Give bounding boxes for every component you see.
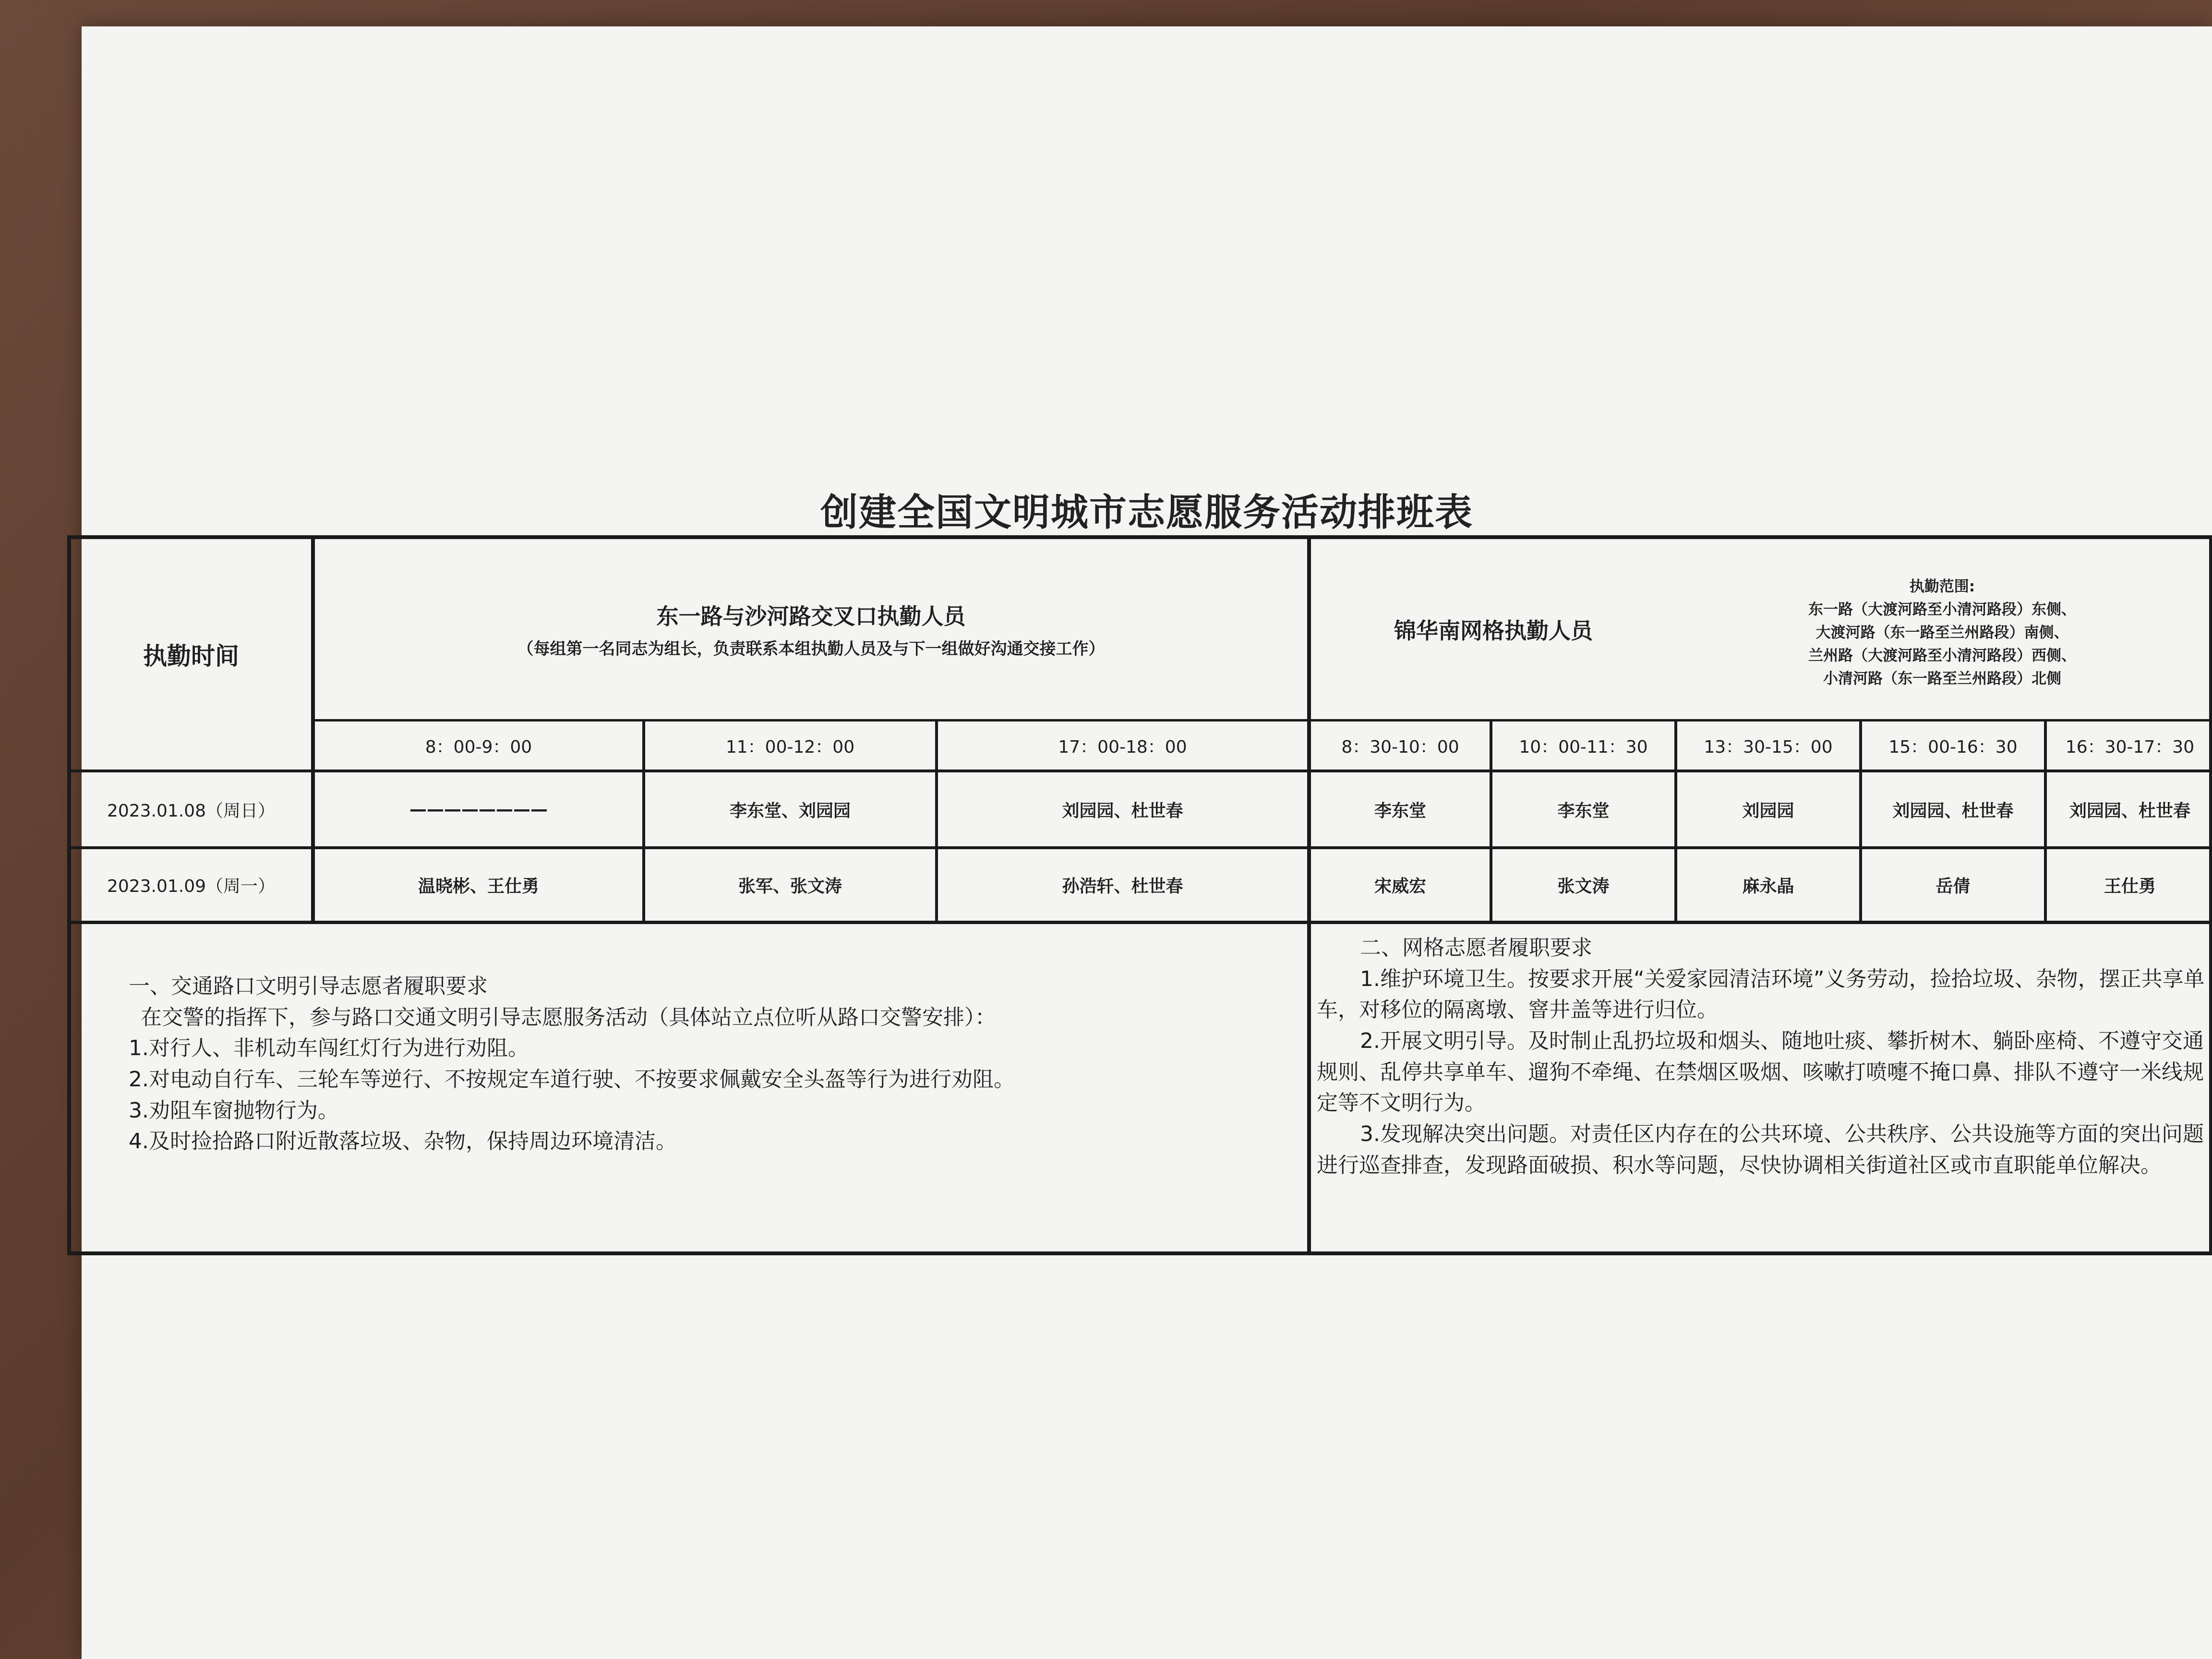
scope-line: 大渡河路（东一路至兰州路段）南侧、 xyxy=(1815,624,2069,641)
duty-cell: 麻永晶 xyxy=(1742,877,1794,896)
duty-cell: 张文涛 xyxy=(1557,877,1610,896)
left-req-item: 4.及时捡拾路口附近散落垃圾、杂物，保持周边环境清洁。 xyxy=(129,1129,677,1154)
duty-cell: 刘园园、杜世春 xyxy=(1062,801,1183,821)
page-title: 创建全国文明城市志愿服务活动排班表 xyxy=(820,491,1473,534)
duty-cell: 孙浩轩、杜世春 xyxy=(1062,877,1183,896)
scope-line: 东一路（大渡河路至小清河路段）东侧、 xyxy=(1808,601,2076,618)
duty-cell: 张军、张文涛 xyxy=(738,877,842,896)
duty-cell: ———————— xyxy=(409,799,548,819)
time-slot: 17：00-18：00 xyxy=(1058,737,1187,757)
left-req-item: 2.对电动自行车、三轮车等逆行、不按规定车道行驶、不按要求佩戴安全头盔等行为进行劝阻。 xyxy=(129,1067,1015,1092)
duty-cell: 刘园园、杜世春 xyxy=(2069,801,2190,821)
left-group-header xyxy=(315,539,1307,719)
scope-line: 小清河路（东一路至兰州路段）北侧 xyxy=(1823,670,2061,688)
duty-cell: 温晓彬、王仕勇 xyxy=(418,877,539,896)
duty-time-header: 执勤时间 xyxy=(143,642,239,670)
right-req-heading: 二、网格志愿者履职要求 xyxy=(1360,936,1592,960)
schedule-table xyxy=(67,535,2212,1255)
time-slot: 15：00-16：30 xyxy=(1888,737,2018,757)
row-date: 2023.01.09（周一） xyxy=(107,877,276,896)
right-req-item: 1.维护环境卫生。按要求开展“关爱家园清洁环境”义务劳动，捡拾垃圾、杂物，摆正共享单车，对移位的隔离墩、窨井盖等进行归位。 xyxy=(1317,966,2205,1022)
row-date: 2023.01.08（周日） xyxy=(107,801,276,821)
right-group-title: 锦华南网格执勤人员 xyxy=(1394,617,1593,644)
left-group-title: 东一路与沙河路交叉口执勤人员 xyxy=(656,603,966,629)
duty-cell: 刘园园 xyxy=(1742,801,1794,821)
left-req-item: 1.对行人、非机动车闯红灯行为进行劝阻。 xyxy=(129,1036,529,1061)
time-slot: 16：30-17：30 xyxy=(2065,737,2195,757)
time-slot: 8：30-10：00 xyxy=(1341,737,1459,757)
right-requirements xyxy=(1317,933,2210,1250)
left-req-intro: 在交警的指挥下，参与路口交通文明引导志愿服务活动（具体站立点位听从路口交警安排）： xyxy=(141,1005,996,1030)
left-group-note: （每组第一名同志为组长，负责联系本组执勤人员及与下一组做好沟通交接工作） xyxy=(517,639,1105,659)
duty-cell: 李东堂、刘园园 xyxy=(729,801,851,821)
scope-line: 兰州路（大渡河路至小清河路段）西侧、 xyxy=(1808,647,2076,665)
duty-scope xyxy=(1676,549,2209,717)
left-req-item: 3.劝阻车窗抛物行为。 xyxy=(129,1098,339,1123)
duty-cell: 刘园园、杜世春 xyxy=(1892,801,2014,821)
scope-label: 执勤范围: xyxy=(1909,577,1975,595)
right-req-item: 3.发现解决突出问题。对责任区内存在的公共环境、公共秩序、公共设施等方面的突出问题进行巡查排查，发现路面破损、积水等问题，尽快协调相关街道社区或市直职能单位解决。 xyxy=(1317,1122,2204,1178)
left-requirements xyxy=(129,971,1300,1240)
left-req-heading: 一、交通路口文明引导志愿者履职要求 xyxy=(129,974,488,998)
duty-cell: 王仕勇 xyxy=(2104,877,2156,896)
time-slot: 11：00-12：00 xyxy=(725,737,855,757)
time-slot: 13：30-15：00 xyxy=(1704,737,1833,757)
time-slot: 8：00-9：00 xyxy=(425,737,532,757)
time-slot: 10：00-11：30 xyxy=(1519,737,1648,757)
duty-cell: 李东堂 xyxy=(1557,801,1610,821)
duty-cell: 宋威宏 xyxy=(1374,877,1426,896)
duty-cell: 岳倩 xyxy=(1936,877,1971,896)
right-req-item: 2.开展文明引导。及时制止乱扔垃圾和烟头、随地吐痰、攀折树木、躺卧座椅、不遵守交通规则、乱停共享单车、遛狗不牵绳、在禁烟区吸烟、咳嗽打喷嚏不掩口鼻、排队不遵守一米线规定等不文明行为。 xyxy=(1317,1029,2204,1116)
schedule-sheet xyxy=(82,26,2212,1659)
duty-cell: 李东堂 xyxy=(1374,801,1426,821)
